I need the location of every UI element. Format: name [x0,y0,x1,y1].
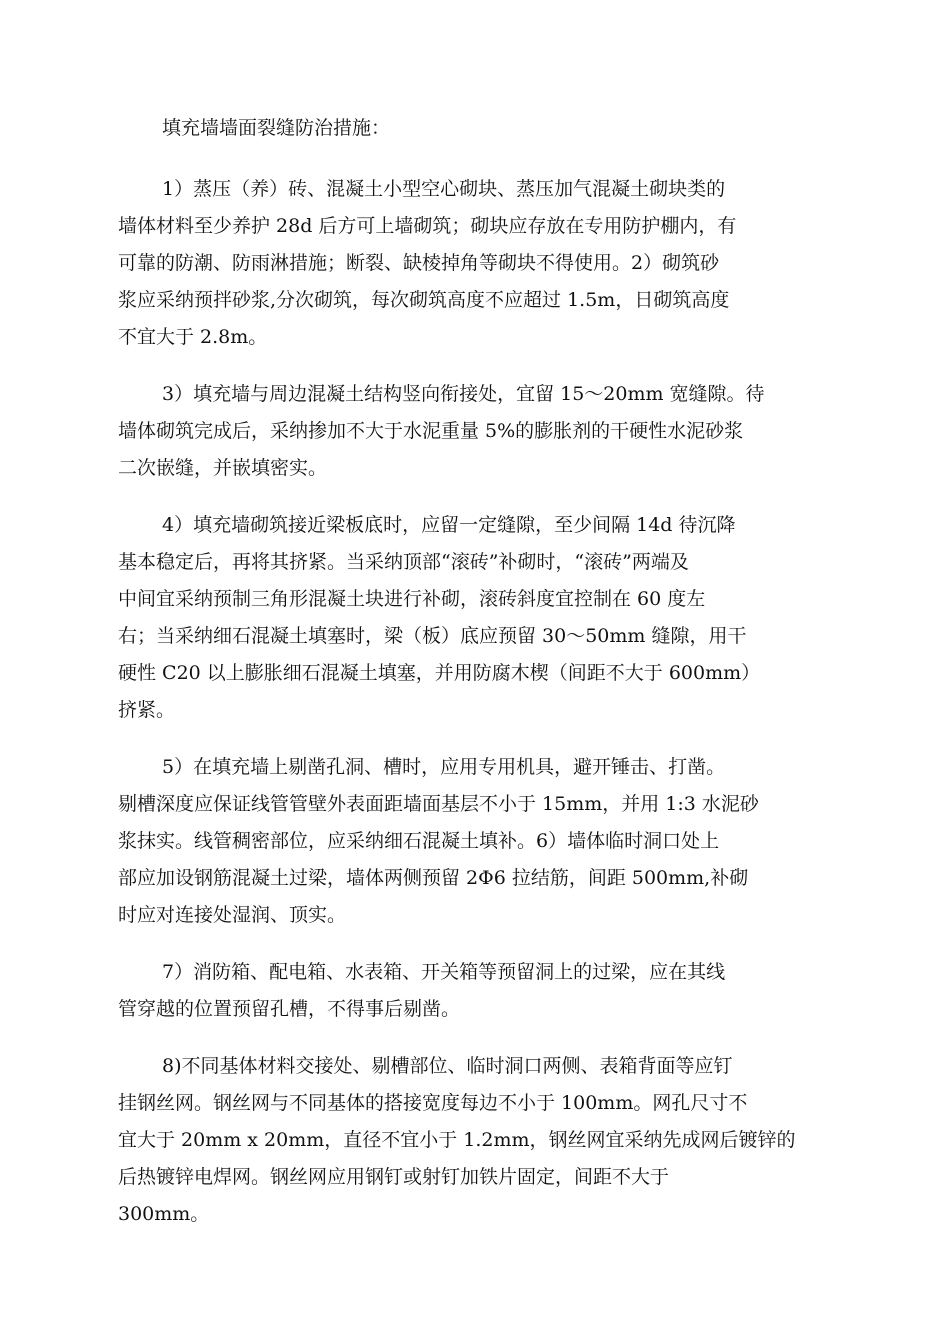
paragraph-line: 5）在填充墙上剔凿孔洞、槽时，应用专用机具，避开锤击、打凿。 [162,756,726,778]
paragraph-line: 管穿越的位置预留孔槽，不得事后剔凿。 [118,998,461,1020]
paragraph-line: 4）填充墙砌筑接近梁板底时，应留一定缝隙，至少间隔 14d 待沉降 [162,514,736,536]
paragraph-3 [118,507,838,729]
paragraph-5 [118,954,838,1028]
paragraph-line: 浆应采纳预拌砂浆,分次砌筑，每次砌筑高度不应超过 1.5m，日砌筑高度 [118,289,730,311]
paragraph-line: 300mm。 [118,1203,210,1225]
paragraph-line: 挤紧。 [118,699,176,721]
document-body [118,110,838,1253]
paragraph-line: 宜大于 20mm x 20mm，直径不宜小于 1.2mm，钢丝网宜采纳先成网后镀锌的 [118,1129,796,1151]
paragraph-2 [118,376,838,487]
paragraph-line: 墙体材料至少养护 28d 后方可上墙砌筑；砌块应存放在专用防护棚内，有 [118,215,737,237]
paragraph-line: 右；当采纳细石混凝土填塞时，梁（板）底应预留 30～50mm 缝隙，用干 [118,625,747,647]
paragraph-line: 7）消防箱、配电箱、水表箱、开关箱等预留洞上的过梁，应在其线 [162,961,726,983]
paragraph-line: 可靠的防潮、防雨淋措施；断裂、缺棱掉角等砌块不得使用。2）砌筑砂 [118,252,720,274]
document-title: 填充墙墙面裂缝防治措施： [162,117,391,139]
paragraph-line: 1）蒸压（养）砖、混凝土小型空心砌块、蒸压加气混凝土砌块类的 [162,178,726,200]
paragraph-line: 二次嵌缝，并嵌填密实。 [118,457,328,479]
paragraph-line: 浆抹实。线管稠密部位，应采纳细石混凝土填补。6）墙体临时洞口处上 [118,830,720,852]
paragraph-line: 中间宜采纳预制三角形混凝土块进行补砌，滚砖斜度宜控制在 60 度左 [118,588,706,610]
paragraph-line: 不宜大于 2.8m。 [118,326,268,348]
paragraph-line: 挂钢丝网。钢丝网与不同基体的搭接宽度每边不小于 100mm。网孔尺寸不 [118,1092,748,1114]
paragraph-line: 时应对连接处湿润、顶实。 [118,904,347,926]
paragraph-line: 后热镀锌电焊网。钢丝网应用钢钉或射钉加铁片固定，间距不大于 [118,1166,670,1188]
paragraph-line: 3）填充墙与周边混凝土结构竖向衔接处，宜留 15～20mm 宽缝隙。待 [162,383,765,405]
paragraph-line: 硬性 C20 以上膨胀细石混凝土填塞，并用防腐木楔（间距不大于 600mm） [118,662,761,684]
paragraph-1 [118,171,838,356]
paragraph-line: 基本稳定后，再将其挤紧。当采纳顶部“滚砖”补砌时，“滚砖”两端及 [118,551,689,573]
paragraph-4 [118,749,838,934]
paragraph-line: 剔槽深度应保证线管管壁外表面距墙面基层不小于 15mm，并用 1:3 水泥砂 [118,793,759,815]
paragraph-6 [118,1048,838,1233]
paragraph-line: 墙体砌筑完成后，采纳掺加不大于水泥重量 5%的膨胀剂的干硬性水泥砂浆 [118,420,744,442]
paragraph-line: 部应加设钢筋混凝土过梁，墙体两侧预留 2Φ6 拉结筋，间距 500mm,补砌 [118,867,749,889]
paragraph-line: 8)不同基体材料交接处、剔槽部位、临时洞口两侧、表箱背面等应钉 [162,1055,733,1077]
